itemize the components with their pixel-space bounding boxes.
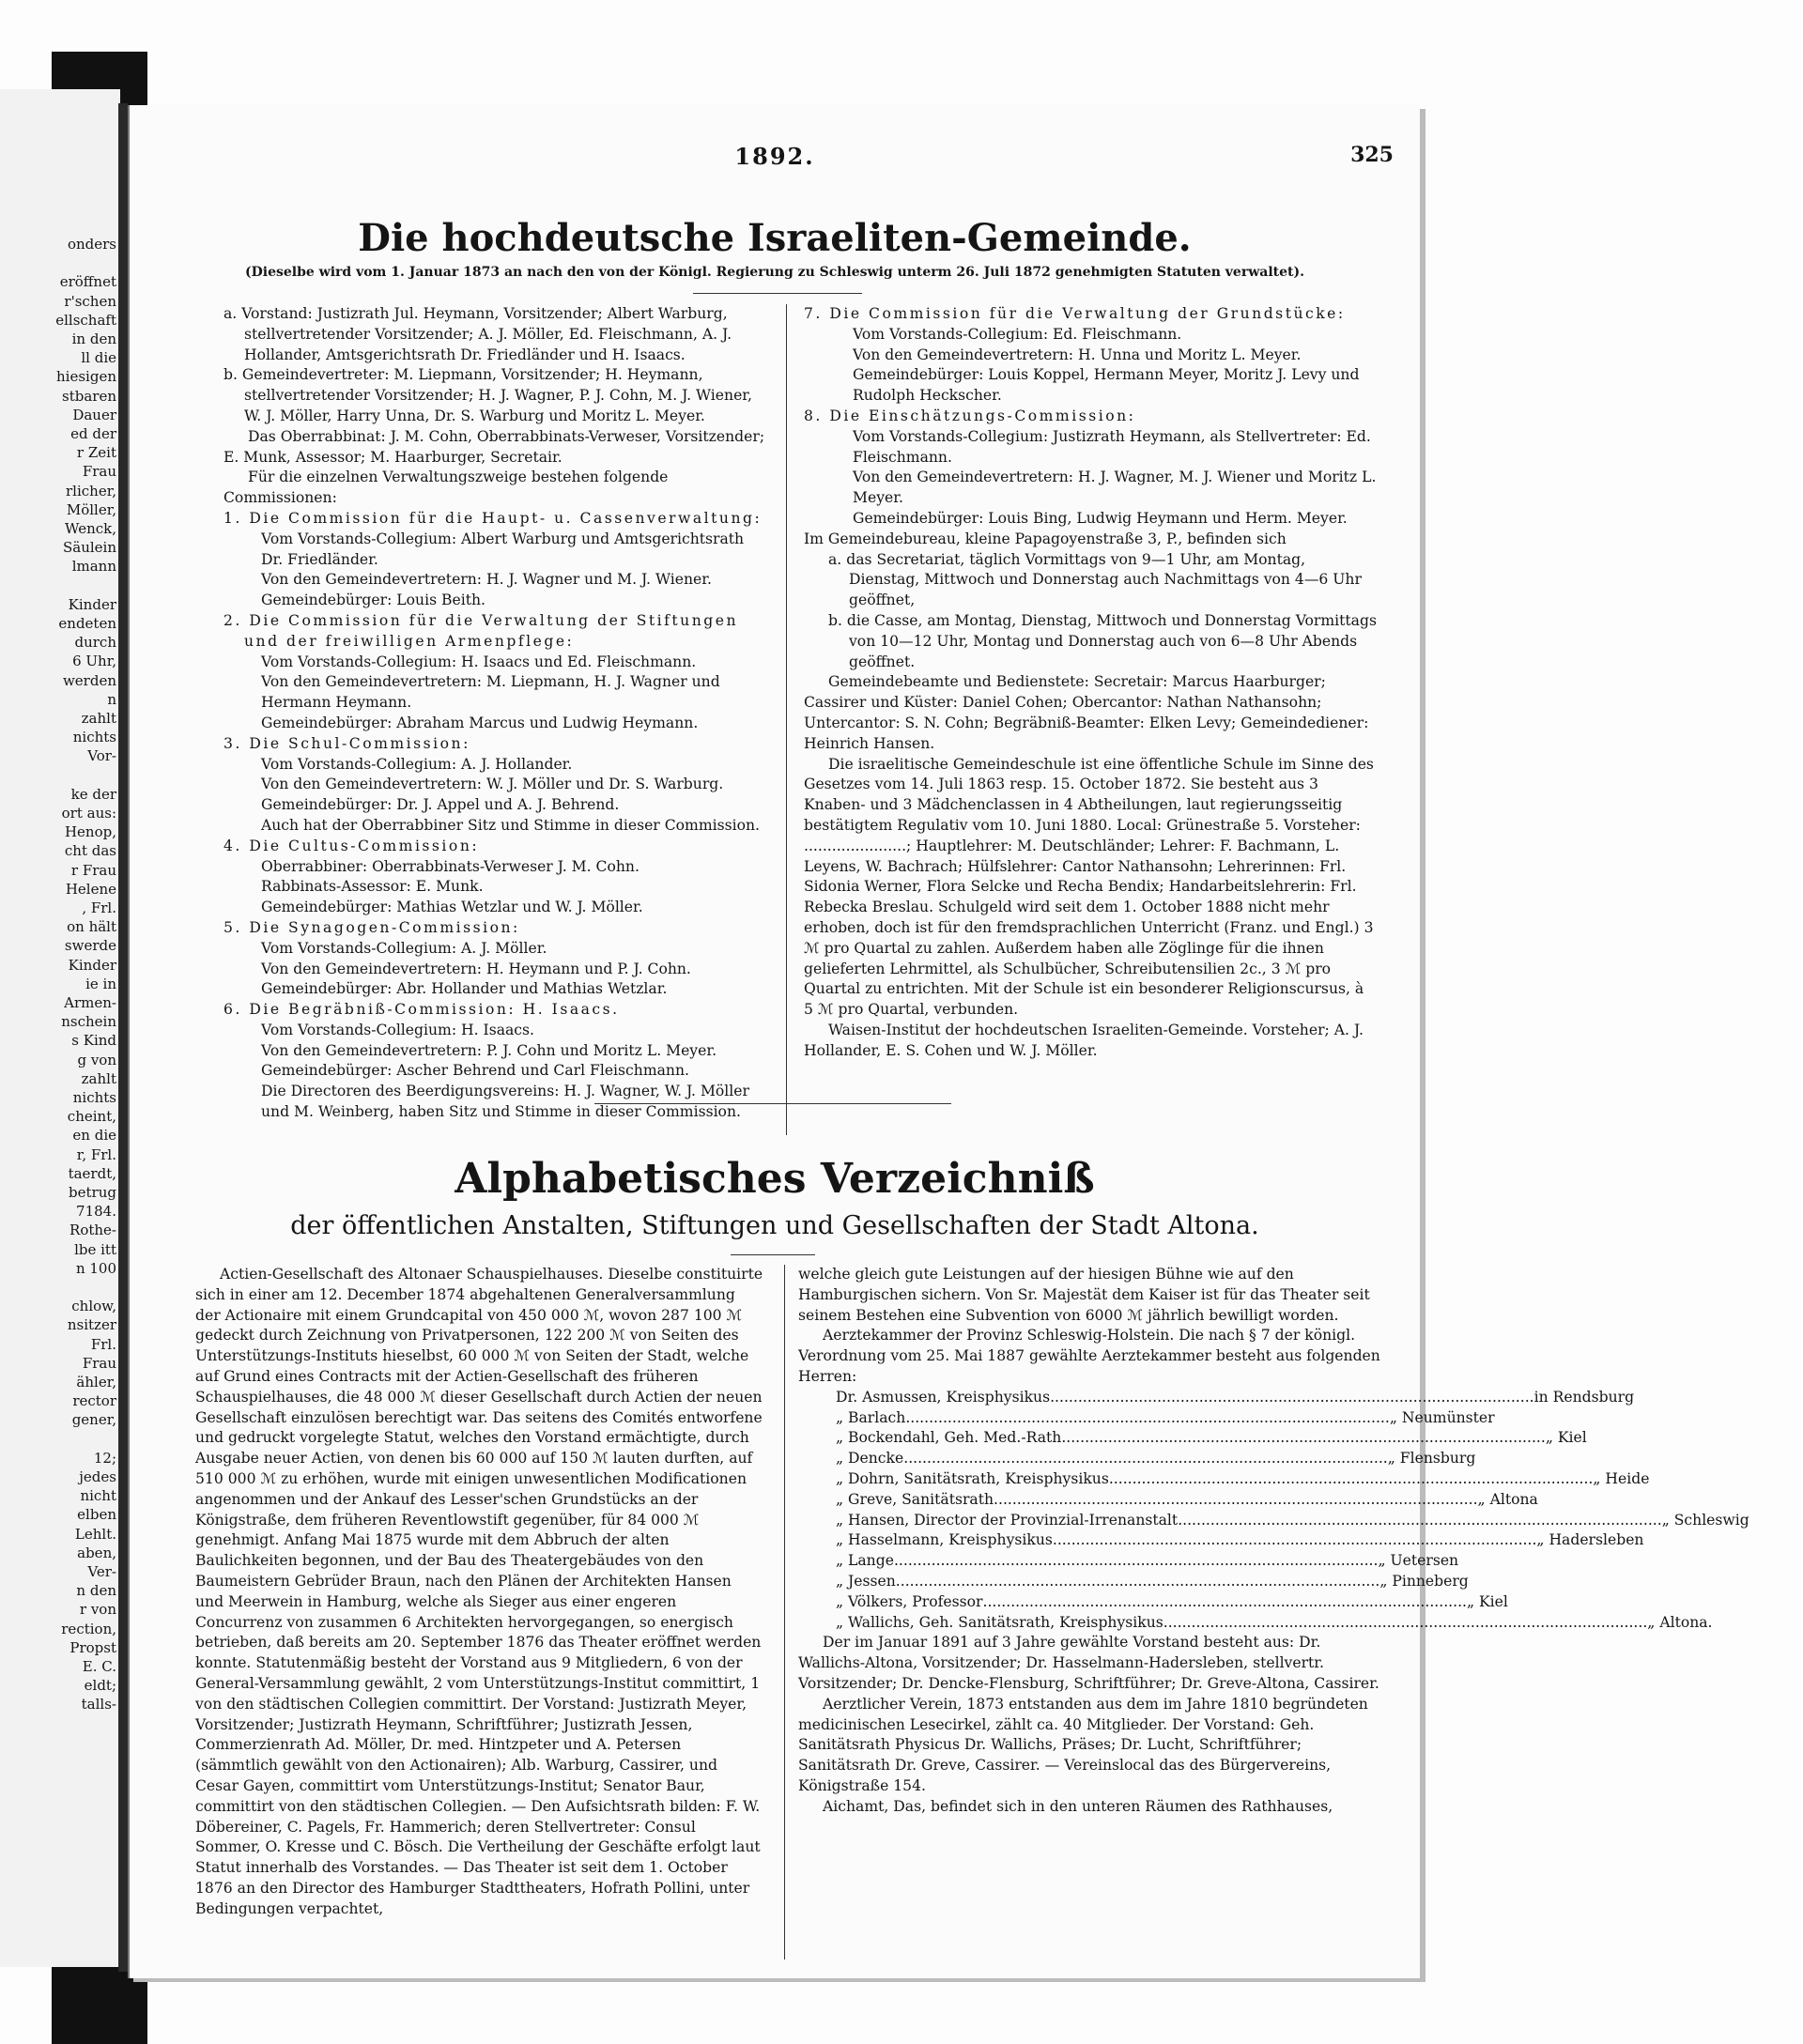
section1-left-paragraph-18: Oberrabbiner: Oberrabbinats-Verweser J. M. Cohn. <box>261 857 640 875</box>
leader-dots: ........................................................................................................ <box>893 1552 1379 1570</box>
section1-right-paragraph-6: Von den Gemeindevertretern: H. J. Wagner, M. J. Wiener und Moritz L. Meyer. <box>853 469 1377 507</box>
section1-left-paragraph-3: Für die einzelnen Verwaltungszweige bestehen folgende Commissionen: <box>223 469 669 507</box>
section1-left-paragraph-28: Gemeindebürger: Ascher Behrend und Carl Fleischmann. <box>261 1062 689 1080</box>
left-page-text-fragment: Möller, <box>66 500 116 518</box>
doctor-row <box>836 1490 1538 1511</box>
left-page-text-fragment: ort aus: <box>61 805 116 822</box>
leader-dots: ........................................................................................................ <box>1163 1613 1648 1631</box>
left-page-text-fragment: Dauer <box>72 406 116 423</box>
subtitle-rule <box>731 1254 815 1255</box>
doctor-place: „ Altona. <box>1647 1613 1713 1631</box>
doctor-row <box>836 1428 1587 1449</box>
left-page-text-fragment: Propst <box>69 1638 116 1656</box>
section1-right-paragraph-0: 7. Die Commission für die Verwaltung der Grundstücke: <box>804 305 1346 322</box>
section1-left-paragraph-20: Gemeindebürger: Mathias Wetzlar und W. J. Möller. <box>261 899 643 916</box>
section1-left-paragraph-21: 5. Die Synagogen-Commission: <box>223 918 520 936</box>
doctor-place: „ Neumünster <box>1389 1408 1495 1426</box>
section1-right-paragraph-8: Im Gemeindebureau, kleine Papagoyenstraße 3, P., befinden sich <box>804 530 1287 547</box>
section2-right-outro-paragraph-2: Aichamt, Das, befindet sich in den unteren Räumen des Rathhauses, <box>823 1797 1333 1815</box>
section2-left-column <box>195 1265 763 1920</box>
section1-right-paragraph-10: b. die Casse, am Montag, Dienstag, Mittwoch und Donnerstag Vormittags von 10—12 Uhr, Montag und Donnerstag auch von 6—8 Uhr Abends geöffnet. <box>828 611 1377 670</box>
section1-right-paragraph-13: Waisen-Institut der hochdeutschen Israeliten-Gemeinde. Vorsteher; A. J. Hollander, E. S. Cohen und W. J. Möller. <box>804 1021 1364 1059</box>
section-separator <box>594 1103 951 1104</box>
section-title: Die hochdeutsche Israeliten-Gemeinde. <box>358 216 1192 260</box>
left-page-text-fragment: E. C. <box>82 1658 116 1675</box>
section2-right-column <box>798 1265 1749 1818</box>
left-page-text-fragment: 12; <box>93 1449 116 1467</box>
section1-left-paragraph-25: 6. Die Begräbniß-Commission: H. Isaacs. <box>223 1001 620 1019</box>
column-divider <box>786 304 787 1135</box>
left-page-text-fragment: Kinder <box>68 956 116 974</box>
left-page-text-fragment: endeten <box>58 615 116 632</box>
section1-right-column <box>804 304 1377 1061</box>
left-page-text-fragment: Frl. <box>90 1335 116 1353</box>
section1-left-paragraph-17: 4. Die Cultus-Commission: <box>223 837 480 854</box>
section1-left-paragraph-24: Gemeindebürger: Abr. Hollander und Mathias Wetzlar. <box>261 980 668 998</box>
left-page-text-fragment: on hält <box>67 918 116 936</box>
section1-left-paragraph-10: Von den Gemeindevertretern: M. Liepmann, H. J. Wagner und Hermann Heymann. <box>261 673 720 712</box>
left-page-text-fragment: ähler, <box>76 1374 116 1391</box>
doctor-place: in Rendsburg <box>1533 1388 1635 1406</box>
section1-right-paragraph-3: Gemeindebürger: Louis Koppel, Hermann Meyer, Moritz J. Levy und Rudolph Heckscher. <box>853 366 1360 405</box>
doctor-place: „ Hadersleben <box>1536 1531 1644 1549</box>
leader-dots: ........................................................................................................ <box>903 1450 1388 1468</box>
left-page-text-fragment: eldt; <box>84 1677 116 1695</box>
left-page-text-fragment: onders <box>67 236 116 253</box>
left-page-text-fragment: Frau <box>82 463 116 481</box>
section1-left-paragraph-23: Von den Gemeindevertretern: H. Heymann und P. J. Cohn. <box>261 960 691 977</box>
doctor-row <box>836 1530 1644 1551</box>
left-page-text-fragment: zahlt <box>81 710 116 727</box>
page-number: 325 <box>1350 143 1394 167</box>
doctor-name: „ Barlach <box>836 1408 906 1426</box>
section1-left-paragraph-13: Vom Vorstands-Collegium: A. J. Hollander. <box>261 755 573 773</box>
left-page-text-fragment: r von <box>79 1601 116 1619</box>
section1-left-paragraph-27: Von den Gemeindevertretern: P. J. Cohn und Moritz L. Meyer. <box>261 1041 717 1059</box>
left-page-text-fragment: r Frau <box>70 861 116 879</box>
section1-left-paragraph-4: 1. Die Commission für die Haupt- u. Cassenverwaltung: <box>223 509 763 527</box>
section1-left-paragraph-7: Gemeindebürger: Louis Beith. <box>261 592 485 609</box>
left-page-text-fragment: r Zeit <box>76 444 116 462</box>
doctor-name: „ Lange <box>836 1552 894 1570</box>
section1-left-paragraph-2: Das Oberrabbinat: J. M. Cohn, Oberrabbinats-Verweser, Vorsitzender; E. Munk, Assessor; M. Haarburger, Secretair. <box>223 427 765 466</box>
section1-left-paragraph-29: Die Directoren des Beerdigungsvereins: H. J. Wagner, W. J. Möller und M. Weinberg, haben Sitz und Stimme in dieser Commission. <box>261 1083 749 1121</box>
leader-dots: ........................................................................................................ <box>1052 1531 1537 1549</box>
title-rule <box>693 293 862 294</box>
section1-left-paragraph-14: Von den Gemeindevertretern: W. J. Möller und Dr. S. Warburg. <box>261 776 724 793</box>
doctor-name: „ Völkers, Professor <box>836 1592 983 1610</box>
section1-right-paragraph-7: Gemeindebürger: Louis Bing, Ludwig Heymann und Herm. Meyer. <box>853 509 1348 527</box>
section2-right-outro-paragraph-0: Der im Januar 1891 auf 3 Jahre gewählte Vorstand besteht aus: Dr. Wallichs-Altona, Vorsitzender; Dr. Hasselmann-Hadersleben, stellvertr. Vorsitzender; Dr. Dencke-Flensburg, Schriftführer; Dr. Greve-Altona, Cassirer. <box>798 1634 1379 1692</box>
section2-right-intro-paragraph-0: welche gleich gute Leistungen auf der hiesigen Bühne wie auf den Hamburgischen sichern. Von Sr. Majestät dem Kaiser ist für das Theater seit seinem Bestehen eine Subvention von 6000 ℳ jährlich bewilligt worden. <box>798 1266 1370 1324</box>
doctor-name: „ Hasselmann, Kreisphysikus <box>836 1531 1053 1549</box>
doctor-place: „ Altona <box>1477 1490 1538 1508</box>
left-page-text-fragment: ll die <box>81 349 116 367</box>
left-page-text-fragment: r'schen <box>64 292 116 310</box>
left-page-text-fragment: eröffnet <box>59 273 116 291</box>
left-page-text-fragment: ke der <box>70 785 116 803</box>
section1-right-paragraph-1: Vom Vorstands-Collegium: Ed. Fleischmann. <box>853 325 1182 343</box>
left-page-text-fragment: stbaren <box>62 387 116 405</box>
doctor-name: „ Hansen, Director der Provinzial-Irrenanstalt <box>836 1511 1179 1529</box>
leader-dots: ........................................................................................................ <box>1108 1469 1594 1487</box>
section1-left-paragraph-26: Vom Vorstands-Collegium: H. Isaacs. <box>261 1021 534 1038</box>
left-page-text-fragment: en die <box>72 1127 116 1145</box>
section1-left-paragraph-9: Vom Vorstands-Collegium: H. Isaacs und Ed. Fleischmann. <box>261 653 697 670</box>
page-gutter <box>118 103 128 1972</box>
left-page-text-fragment: gener, <box>71 1411 116 1429</box>
left-page-text-fragment: aben, <box>77 1544 116 1561</box>
doctor-row <box>836 1408 1495 1429</box>
doctor-place: „ Pinneberg <box>1379 1572 1469 1590</box>
left-page-text-fragment: Helene <box>65 880 116 898</box>
section1-left-paragraph-5: Vom Vorstands-Collegium: Albert Warburg und Amtsgerichtsrath Dr. Friedländer. <box>261 530 745 568</box>
section2-right-outro-paragraph-1: Aerztlicher Verein, 1873 entstanden aus dem im Jahre 1810 begründeten medicinischen Lesecirkel, zählt ca. 40 Mitglieder. Der Vorstand: Geh. Sanitätsrath Physicus Dr. Wallichs, Präses; Dr. Lucht, Schriftführer; Sanitätsrath Dr. Greve, Cassirer. — Vereinslocal das des Bürgervereins, Königstraße 154. <box>798 1695 1368 1794</box>
section2-title: Alphabetisches Verzeichniß <box>455 1155 1095 1203</box>
left-page-text-fragment: Säulein <box>62 539 116 557</box>
leader-dots: ........................................................................................................ <box>905 1408 1390 1426</box>
doctor-row <box>836 1511 1749 1531</box>
doctor-name: „ Bockendahl, Geh. Med.-Rath <box>836 1429 1062 1447</box>
left-page-text-fragment: werden <box>62 671 116 689</box>
section1-right-paragraph-9: a. das Secretariat, täglich Vormittags von 9—1 Uhr, am Montag, Dienstag, Mittwoch und Donnerstag auch Nachmittags von 4—6 Uhr geöffnet, <box>828 550 1362 609</box>
doctor-name: Dr. Asmussen, Kreisphysikus <box>836 1388 1051 1406</box>
left-page-text-fragment: elben <box>77 1506 116 1524</box>
section1-left-paragraph-16: Auch hat der Oberrabbiner Sitz und Stimme in dieser Commission. <box>261 816 760 834</box>
section1-left-paragraph-19: Rabbinats-Assessor: E. Munk. <box>261 878 484 896</box>
doctor-name: „ Dencke <box>836 1450 904 1468</box>
left-page-text-fragment: swerde <box>64 937 116 955</box>
left-page-text-fragment: 7184. <box>76 1203 116 1221</box>
left-page-text-fragment: nicht <box>80 1487 116 1505</box>
section1-left-paragraph-15: Gemeindebürger: Dr. J. Appel und A. J. Behrend. <box>261 796 620 814</box>
section1-right-paragraph-11: Gemeindebeamte und Bedienstete: Secretair: Marcus Haarburger; Cassirer und Küster: Daniel Cohen; Obercantor: Nathan Nathansohn; Untercantor: S. N. Cohn; Begräbniß-Beamter: Elken Levy; Gemeindediener: Heinrich Hansen. <box>804 673 1369 752</box>
leader-dots: ........................................................................................................ <box>994 1490 1478 1508</box>
page <box>128 105 1749 1978</box>
left-page-fragment <box>0 89 120 1967</box>
left-page-text-fragment: rector <box>72 1392 116 1410</box>
doctor-place: „ Kiel <box>1545 1429 1587 1447</box>
doctor-place: „ Heide <box>1593 1469 1650 1487</box>
left-page-text-fragment: n 100 <box>75 1259 116 1277</box>
section1-left-paragraph-1: b. Gemeindevertreter: M. Liepmann, Vorsitzender; H. Heymann, stellvertretender Vorsitzender; H. J. Wagner, P. J. Cohn, M. J. Wiener, W. J. Möller, Harry Unna, Dr. S. Warburg und Moritz L. Meyer. <box>223 366 752 424</box>
left-page-text-fragment: ed der <box>70 425 116 442</box>
section2-subtitle: der öffentlichen Anstalten, Stiftungen und Gesellschaften der Stadt Altona. <box>290 1211 1259 1240</box>
leader-dots: ........................................................................................................ <box>982 1592 1467 1610</box>
left-page-text-fragment: chlow, <box>71 1298 116 1315</box>
doctor-name: „ Dohrn, Sanitätsrath, Kreisphysikus <box>836 1469 1109 1487</box>
left-page-text-fragment: Henop, <box>64 823 116 841</box>
left-page-text-fragment: Ver- <box>87 1563 116 1580</box>
doctor-place: „ Schleswig <box>1661 1511 1749 1529</box>
left-page-text-fragment: jedes <box>79 1468 116 1485</box>
left-page-text-fragment: Rothe- <box>69 1222 116 1239</box>
section1-left-paragraph-12: 3. Die Schul-Commission: <box>223 734 470 752</box>
doctor-row <box>836 1388 1635 1408</box>
section1-left-paragraph-11: Gemeindebürger: Abraham Marcus und Ludwig Heymann. <box>261 714 699 731</box>
section2-left-paragraph-0: Actien-Gesellschaft des Altonaer Schauspielhauses. Dieselbe constituirte sich in einer am 12. December 1874 abgehaltenen Generalversammlung der Actionaire mit einem Grundcapital von 450 000 ℳ, wovon 287 100 ℳ gedeckt durch Zeichnung von Privatpersonen, 122 200 ℳ von Seiten des Unterstützungs-Instituts hieselbst, 60 000 ℳ von Seiten der Stadt, welche auf Grund eines Contracts mit der Actien-Gesellschaft des früheren Schauspielhauses, die 48 000 ℳ dieser Gesellschaft durch Actien der neuen Gesellschaft einzulösen berechtigt war. Das seitens des Comités entworfene und gedruckt vorgelegte Statut, welches den Vorstand ermächtigte, durch Ausgabe neuer Actien, von denen bis 60 000 auf 150 ℳ lauten durften, auf 510 000 ℳ zu erhöhen, wurde mit einigen unwesentlichen Modificationen angenommen und der Ankauf des Lesser'schen Grundstücks an der Königstraße, dem früheren Reventlowstift gegenüber, für 84 000 ℳ genehmigt. Anfang Mai 1875 wurde mit dem Abbruch der alten Baulichkeiten begonnen, und der Bau des Theatergebäudes von den Baumeistern Gebrüder Braun, nach den Plänen der Architekten Hansen und Meerwein in Hamburg, welche als Sieger aus einer engeren Concurrenz von zusammen 6 Architekten hervorgegangen, so energisch betrieben, daß bereits am 20. September 1876 das Theater eröffnet werden konnte. Statutenmäßig besteht der Vorstand aus 9 Mitgliedern, 6 von der General-Versammlung gewählt, 2 vom Unterstützungs-Institut committirt, 1 von den städtischen Collegien committirt. Der Vorstand: Justizrath Meyer, Vorsitzender; Justizrath Heymann, Schriftführer; Justizrath Jessen, Commerzienrath Ad. Möller, Dr. med. Hintzpeter und A. Petersen (sämmtlich gewählt von den Actionairen); Alb. Warburg, Cassirer, und Cesar Gayen, committirt vom Unterstützungs-Institut; Senator Baur, committirt von den städtischen Collegien. — Den Aufsichtsrath bilden: F. W. Döbereiner, C. Pagels, Fr. Hammerich; deren Stellvertreter: Consul Sommer, O. Kresse und C. Bösch. Die Vertheilung der Geschäfte erfolgt laut Statut innerhalb des Vorstandes. — Das Theater ist seit dem 1. October 1876 an den Director des Hamburger Stadttheaters, Hofrath Pollini, unter Bedingungen verpachtet, <box>195 1266 763 1917</box>
left-page-text-fragment: taerdt, <box>68 1164 116 1182</box>
section1-right-paragraph-12: Die israelitische Gemeindeschule ist eine öffentliche Schule im Sinne des Gesetzes vom 14. Juli 1863 resp. 15. October 1872. Sie besteht aus 3 Knaben- und 3 Mädchenclassen in 4 Abtheilungen, laut regierungsseitig bestätigtem Regulativ vom 10. Juni 1880. Local: Grünestraße 5. Vorsteher: ......................; Hauptlehrer: M. Deutschländer; Lehrer: F. Bachmann, L. Leyens, W. Bachrach; Hülfslehrer: Cantor Nathansohn; Lehrerinnen: Frl. Sidonia Werner, Flora Selcke und Recha Bendix; Handarbeitslehrerin: Frl. Rebecka Breslau. Schulgeld wird seit dem 1. October 1888 nicht mehr erhoben, doch ist für den fremdsprachlichen Unterricht (Franz. und Engl.) 3 ℳ pro Quartal zu zahlen. Außerdem haben alle Zöglinge für die ihnen gelieferten Lehrmittel, als Schulbücher, Schreibutensilien 2c., 3 ℳ pro Quartal zu entrichten. Mit der Schule ist ein besonderer Religionscursus, à 5 ℳ pro Quartal, verbunden. <box>804 755 1374 1019</box>
left-page-text-fragment: rection, <box>61 1620 116 1637</box>
left-page-text-fragment: ellschaft <box>55 311 116 329</box>
left-page-text-fragment: hiesigen <box>56 368 116 386</box>
left-page-text-fragment: , Frl. <box>82 899 116 916</box>
left-page-text-fragment: nschein <box>61 1013 116 1031</box>
left-page-text-fragment: r, Frl. <box>76 1145 116 1163</box>
left-page-text-fragment: nichts <box>72 729 116 746</box>
doctor-row <box>836 1449 1476 1469</box>
left-page-text-fragment: lbe itt <box>74 1240 116 1258</box>
doctor-name: „ Wallichs, Geh. Sanitätsrath, Kreisphysikus <box>836 1613 1163 1631</box>
doctor-place: „ Uetersen <box>1378 1552 1459 1570</box>
left-page-text-fragment: nsitzer <box>67 1316 116 1334</box>
left-page-text-fragment: durch <box>74 634 116 652</box>
leader-dots: ........................................................................................................ <box>1178 1511 1662 1529</box>
section1-right-paragraph-4: 8. Die Einschätzungs-Commission: <box>804 407 1136 424</box>
doctor-place: „ Kiel <box>1467 1592 1508 1610</box>
doctor-row <box>836 1551 1459 1572</box>
left-page-text-fragment: talls- <box>81 1696 116 1714</box>
section2-right-intro-paragraph-1: Aerztekammer der Provinz Schleswig-Holstein. Die nach § 7 der königl. Verordnung vom 25. Mai 1887 gewählte Aerztekammer besteht aus folgenden Herren: <box>798 1327 1380 1385</box>
left-page-text-fragment: ie in <box>85 975 116 992</box>
section1-left-paragraph-22: Vom Vorstands-Collegium: A. J. Möller. <box>261 939 547 957</box>
section1-right-paragraph-5: Vom Vorstands-Collegium: Justizrath Heymann, als Stellvertreter: Ed. Fleischmann. <box>853 427 1371 466</box>
left-page-text-fragment: Frau <box>82 1354 116 1372</box>
section1-left-paragraph-6: Von den Gemeindevertretern: H. J. Wagner und M. J. Wiener. <box>261 571 712 589</box>
left-page-text-fragment: cht das <box>64 842 116 860</box>
left-page-text-fragment: cheint, <box>67 1108 116 1126</box>
column-divider-2 <box>784 1265 785 1959</box>
doctor-row <box>836 1469 1650 1490</box>
doctor-name: „ Greve, Sanitätsrath <box>836 1490 994 1508</box>
doctor-place: „ Flensburg <box>1387 1450 1476 1468</box>
left-page-text-fragment: in den <box>71 330 116 347</box>
leader-dots: ........................................................................................................ <box>1050 1388 1534 1406</box>
doctor-row <box>836 1592 1508 1613</box>
left-page-text-fragment: betrug <box>69 1184 116 1201</box>
left-page-text-fragment: Kinder <box>68 595 116 613</box>
section1-left-paragraph-8: 2. Die Commission für die Verwaltung der Stiftungen und der freiwilligen Armenpflege: <box>223 611 739 650</box>
section1-left-paragraph-0: a. Vorstand: Justizrath Jul. Heymann, Vorsitzender; Albert Warburg, stellvertretender Vorsitzender; A. J. Möller, Ed. Fleischmann, A. J. Hollander, Amtsgerichtsrath Dr. Friedländer und H. Isaacs. <box>223 305 732 363</box>
left-page-text-fragment: Lehlt. <box>74 1525 116 1543</box>
leader-dots: ........................................................................................................ <box>895 1572 1380 1590</box>
section1-left-column <box>223 304 768 1123</box>
left-page-text-fragment: rlicher, <box>66 482 116 499</box>
left-page-text-fragment: 6 Uhr, <box>72 653 116 670</box>
left-page-text-fragment: Vor- <box>87 747 116 765</box>
left-page-text-fragment: n den <box>76 1582 116 1600</box>
left-page-text-fragment: g von <box>77 1051 116 1068</box>
left-page-text-fragment: s Kind <box>71 1032 116 1050</box>
left-page-text-fragment: lmann <box>71 558 116 576</box>
doctor-row <box>836 1572 1469 1592</box>
left-page-text-fragment: Wenck, <box>65 520 116 537</box>
leader-dots: ........................................................................................................ <box>1061 1429 1546 1447</box>
left-page-text-fragment: zahlt <box>81 1069 116 1087</box>
left-page-text-fragment: nichts <box>72 1089 116 1106</box>
left-page-text-fragment: n <box>107 690 116 708</box>
section1-right-paragraph-2: Von den Gemeindevertretern: H. Unna und Moritz L. Meyer. <box>853 346 1302 363</box>
doctor-row <box>836 1613 1713 1634</box>
doctor-name: „ Jessen <box>836 1572 896 1590</box>
page-year: 1892. <box>734 143 815 170</box>
section-subtitle: (Dieselbe wird vom 1. Januar 1873 an nach den von der Königl. Regierung zu Schleswig unterm 26. Juli 1872 genehmigten Statuten verwaltet). <box>245 265 1304 280</box>
left-page-text-fragment: Armen- <box>64 994 116 1011</box>
